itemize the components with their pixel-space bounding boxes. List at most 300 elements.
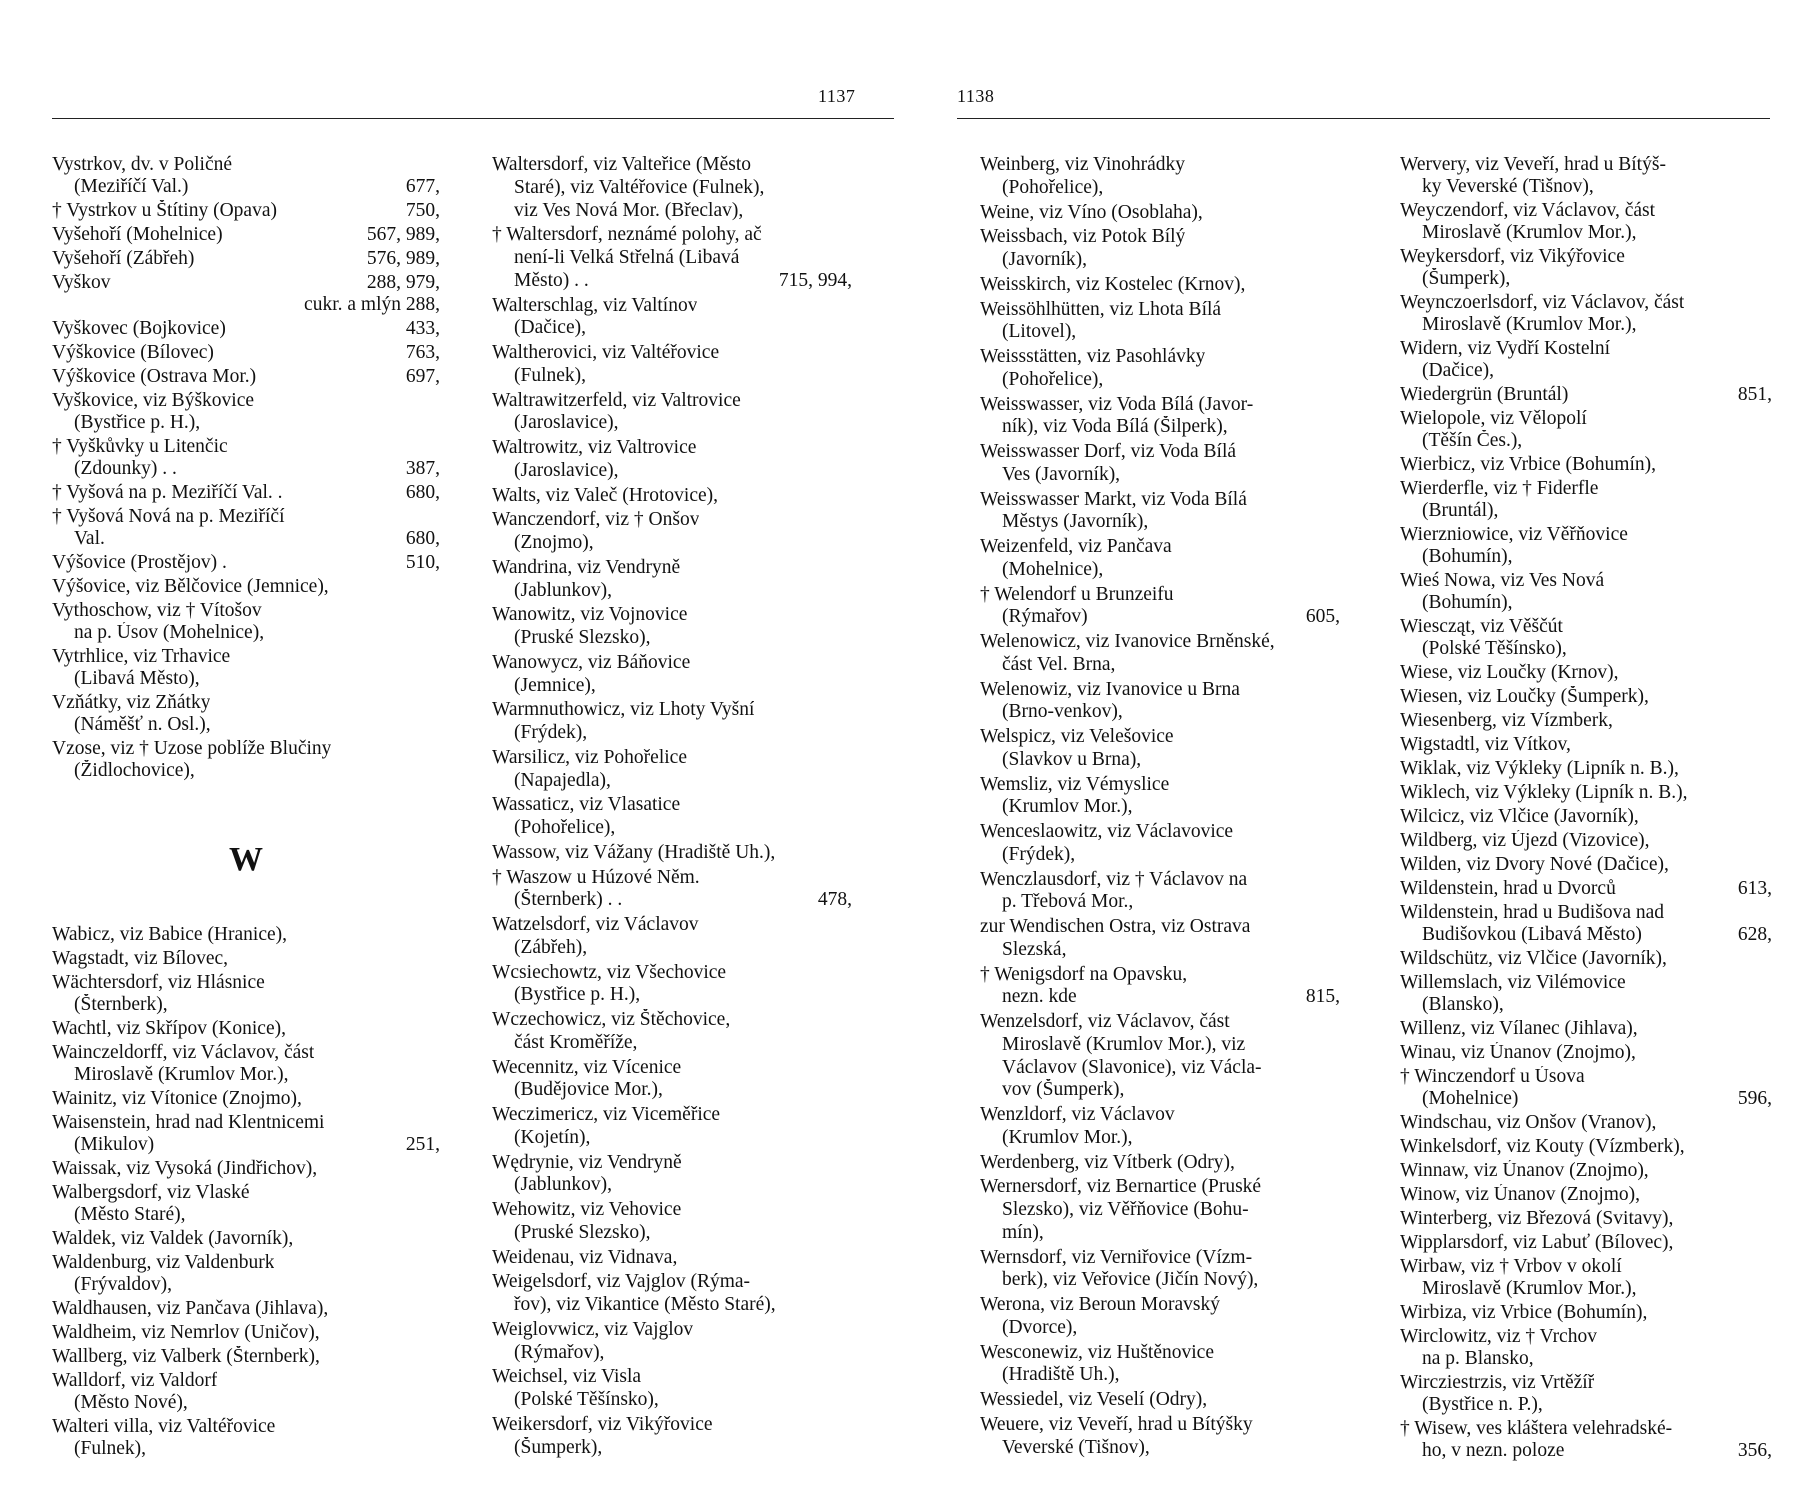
entry-line xyxy=(52,1134,440,1156)
entry-line xyxy=(492,390,852,413)
entry-line xyxy=(980,226,1340,249)
index-entry xyxy=(980,1011,1340,1102)
page-reference: 697, xyxy=(405,366,440,387)
index-entry xyxy=(52,738,440,782)
entry-line xyxy=(980,1104,1340,1127)
index-entry xyxy=(52,224,440,246)
entry-line xyxy=(492,842,852,865)
entry-line xyxy=(980,1389,1340,1412)
index-entry xyxy=(980,631,1340,677)
entry-line xyxy=(52,738,440,760)
entry-line xyxy=(492,460,852,483)
entry-line xyxy=(980,1247,1340,1270)
entry-line xyxy=(1400,592,1772,614)
entry-line xyxy=(492,342,852,365)
index-entry xyxy=(1400,246,1772,290)
entry-line xyxy=(980,346,1340,369)
entry-line xyxy=(52,1322,440,1344)
entry-text: † Vystrkov u Štítiny (Opava) xyxy=(52,200,277,221)
entry-text: Wächtersdorf, viz Hlásnice xyxy=(52,972,265,993)
entry-text: Město) . . xyxy=(514,269,589,291)
index-entry xyxy=(1400,1136,1772,1158)
entry-text: (Jemnice), xyxy=(514,674,596,696)
entry-line xyxy=(980,1152,1340,1175)
entry-line xyxy=(980,416,1340,439)
entry-text: nezn. kde xyxy=(1002,986,1077,1008)
index-entry xyxy=(492,437,852,483)
entry-text: Miroslavě (Krumlov Mor.), xyxy=(1422,222,1637,243)
index-entry xyxy=(1400,1418,1772,1462)
index-entry xyxy=(52,1416,440,1460)
entry-text: (Fulnek), xyxy=(514,364,587,386)
entry-line xyxy=(52,342,440,364)
entry-line xyxy=(980,939,1340,962)
entry-text: Wierderfle, viz † Fiderfle xyxy=(1400,478,1599,499)
entry-line xyxy=(492,794,852,817)
entry-line xyxy=(980,1222,1340,1245)
entry-text: Walldorf, viz Valdorf xyxy=(52,1370,218,1391)
entry-line xyxy=(52,1158,440,1180)
index-entry xyxy=(980,536,1340,582)
index-column xyxy=(1400,154,1772,1464)
index-entry xyxy=(980,916,1340,962)
index-entry xyxy=(492,867,852,913)
entry-text: Weuere, viz Veveří, hrad u Bítýšky xyxy=(980,1413,1253,1435)
entry-text: (Náměšť n. Osl.), xyxy=(74,714,211,735)
index-entry xyxy=(52,1346,440,1368)
page-reference: 715, 994, xyxy=(778,269,852,291)
entry-text: † Wisew, ves kláštera velehradské- xyxy=(1400,1418,1673,1439)
entry-line xyxy=(1400,314,1772,336)
entry-line xyxy=(492,485,852,508)
index-entry xyxy=(980,964,1340,1010)
entry-line xyxy=(980,249,1340,272)
entry-text: viz Ves Nová Mor. (Břeclav), xyxy=(514,199,744,221)
entry-text: Veverské (Tišnov), xyxy=(1002,1436,1150,1458)
entry-text: (Meziříčí Val.) xyxy=(74,176,189,197)
entry-text: Wemsliz, viz Vémyslice xyxy=(980,773,1170,795)
entry-text: Miroslavě (Krumlov Mor.), xyxy=(1422,314,1637,335)
entry-text: vov (Šumperk), xyxy=(1002,1079,1125,1101)
entry-text: (Jaroslavice), xyxy=(514,412,619,434)
entry-line xyxy=(1400,1066,1772,1088)
entry-text: (Krumlov Mor.), xyxy=(1002,796,1133,818)
entry-line xyxy=(1400,1136,1772,1158)
entry-text: Vytrhlice, viz Trhavice xyxy=(52,646,231,667)
entry-text: Wenceslaowitz, viz Václavovice xyxy=(980,821,1234,842)
entry-text: Weykersdorf, viz Vikýřovice xyxy=(1400,246,1625,267)
index-entry xyxy=(980,226,1340,272)
entry-line xyxy=(492,675,852,698)
entry-text: (Libavá Město), xyxy=(74,668,200,689)
entry-line xyxy=(492,1174,852,1197)
entry-text: Wanczendorf, viz † Onšov xyxy=(492,509,700,531)
entry-text: Weisskirch, viz Kostelec (Krnov), xyxy=(980,273,1246,295)
entry-text: Miroslavě (Krumlov Mor.), viz xyxy=(1002,1033,1246,1055)
entry-line xyxy=(52,482,440,504)
entry-line xyxy=(492,1414,852,1437)
entry-text: (Brno-venkov), xyxy=(1002,701,1123,723)
entry-line xyxy=(1400,806,1772,828)
entry-text: Weynczoerlsdorf, viz Václavov, část xyxy=(1400,292,1685,313)
entry-text: Wenczlausdorf, viz † Václavov na xyxy=(980,868,1248,890)
entry-line xyxy=(1400,1018,1772,1040)
entry-line xyxy=(492,224,852,247)
entry-line xyxy=(492,317,852,340)
entry-line xyxy=(52,294,440,316)
entry-text: Vyšehoří (Zábřeh) xyxy=(52,248,195,269)
entry-line xyxy=(980,891,1340,914)
index-entry xyxy=(1400,1066,1772,1110)
entry-line xyxy=(52,224,440,246)
index-entry xyxy=(1400,292,1772,336)
entry-text: (Bystřice p. H.), xyxy=(514,984,641,1006)
entry-text: (Litovel), xyxy=(1002,321,1077,343)
entry-text: Walts, viz Valeč (Hrotovice), xyxy=(492,484,719,506)
index-entry xyxy=(1400,686,1772,708)
entry-text: Wiklak, viz Výkleky (Lipník n. B.), xyxy=(1400,758,1679,779)
entry-line xyxy=(1400,430,1772,452)
page-reference: 567, 989, xyxy=(366,224,440,245)
entry-line xyxy=(1400,782,1772,804)
index-entry xyxy=(52,1252,440,1296)
index-entry xyxy=(1400,1112,1772,1134)
entry-text: Weissbach, viz Potok Bílý xyxy=(980,226,1186,248)
header-rule xyxy=(957,118,1770,119)
index-entry xyxy=(52,1042,440,1086)
entry-text: Wirbaw, viz † Vrbov v okolí xyxy=(1400,1256,1622,1277)
entry-text: Vythoschow, viz † Vítošov xyxy=(52,600,262,621)
index-entry xyxy=(52,600,440,644)
entry-text: Wiesen, viz Loučky (Šumperk), xyxy=(1400,686,1649,707)
entry-line xyxy=(492,437,852,460)
entry-text: Vyškov xyxy=(52,272,111,293)
entry-line xyxy=(1400,1440,1772,1462)
index-entry xyxy=(492,842,852,865)
entry-line xyxy=(980,844,1340,867)
entry-text: řov), viz Vikantice (Město Staré), xyxy=(514,1294,776,1315)
entry-line xyxy=(1400,994,1772,1016)
index-entry xyxy=(1400,524,1772,568)
entry-text: (Znojmo), xyxy=(514,532,594,553)
index-entry xyxy=(52,948,440,970)
entry-text: (Pruské Slezsko), xyxy=(514,627,651,648)
entry-line xyxy=(1400,1112,1772,1134)
index-entry xyxy=(492,604,852,650)
entry-line xyxy=(52,176,440,198)
entry-line xyxy=(1400,246,1772,268)
index-entry xyxy=(52,154,440,198)
index-entry xyxy=(492,1057,852,1103)
entry-line xyxy=(52,390,440,412)
entry-text: (Krumlov Mor.), xyxy=(1002,1126,1133,1148)
entry-text: (Město Nové), xyxy=(74,1392,188,1413)
entry-text: Wernsdorf, viz Verniřovice (Vízm- xyxy=(980,1246,1253,1268)
entry-text: Willemslach, viz Vilémovice xyxy=(1400,972,1626,993)
entry-text: Werona, viz Beroun Moravský xyxy=(980,1294,1220,1315)
entry-text: (Pohořelice), xyxy=(514,817,616,838)
entry-line xyxy=(1400,1302,1772,1324)
page-reference: 596, xyxy=(1737,1088,1772,1109)
index-entry xyxy=(1400,1326,1772,1370)
entry-line xyxy=(492,937,852,960)
entry-text: Wallberg, viz Valberk (Šternberk), xyxy=(52,1346,320,1367)
entry-line xyxy=(1400,1208,1772,1230)
entry-line xyxy=(52,436,440,458)
index-entry xyxy=(52,1018,440,1040)
index-entry xyxy=(980,202,1340,225)
entry-text: (Napajedla), xyxy=(514,769,611,791)
entry-line xyxy=(52,1112,440,1134)
page-reference: 478, xyxy=(817,889,852,911)
entry-text: Wildenstein, hrad u Budišova nad xyxy=(1400,902,1665,923)
entry-line xyxy=(52,1416,440,1438)
entry-line xyxy=(52,1392,440,1414)
entry-text: Winkelsdorf, viz Kouty (Vízmberk), xyxy=(1400,1136,1685,1157)
index-entry xyxy=(1400,972,1772,1016)
entry-text: (Fulnek), xyxy=(74,1438,147,1459)
entry-text: Wildschütz, viz Vlčice (Javorník), xyxy=(1400,948,1667,969)
entry-text: Waltrawitzerfeld, viz Valtrovice xyxy=(492,389,741,411)
index-entry xyxy=(1400,338,1772,382)
entry-text: (Bohumín), xyxy=(1422,592,1513,613)
entry-text: Wędrynie, viz Vendryně xyxy=(492,1151,682,1173)
index-entry xyxy=(492,1009,852,1055)
entry-text: Vzňátky, viz Zňátky xyxy=(52,692,211,713)
entry-line xyxy=(52,1204,440,1226)
entry-text: Weinberg, viz Vinohrádky xyxy=(980,154,1186,175)
entry-text: (Dačice), xyxy=(1422,360,1494,381)
index-entry xyxy=(492,295,852,341)
entry-line xyxy=(492,722,852,745)
index-entry xyxy=(1400,782,1772,804)
entry-line xyxy=(1400,662,1772,684)
entry-text: Warmnuthowicz, viz Lhoty Vyšní xyxy=(492,699,755,721)
entry-text: Weyczendorf, viz Václavov, část xyxy=(1400,200,1656,221)
entry-line xyxy=(52,458,440,480)
entry-line xyxy=(980,1414,1340,1437)
entry-text: Wanowycz, viz Báňovice xyxy=(492,651,691,673)
entry-line xyxy=(492,509,852,532)
index-entry xyxy=(492,794,852,840)
entry-text: Wesconewiz, viz Huštěnovice xyxy=(980,1341,1214,1363)
entry-line xyxy=(52,272,440,294)
entry-text: Wabicz, viz Babice (Hranice), xyxy=(52,924,288,945)
entry-line xyxy=(1400,1372,1772,1394)
entry-text: Waisenstein, hrad nad Klentnicemi xyxy=(52,1112,325,1133)
index-entry xyxy=(52,436,440,480)
index-entry xyxy=(52,342,440,364)
entry-text: Weichsel, viz Visla xyxy=(492,1366,642,1388)
entry-text: Weigelsdorf, viz Vajglov (Rýma- xyxy=(492,1271,751,1293)
entry-line xyxy=(492,867,852,890)
entry-line xyxy=(980,369,1340,392)
entry-line xyxy=(492,604,852,627)
right-page xyxy=(905,0,1810,1500)
index-entry xyxy=(1400,1302,1772,1324)
entry-line xyxy=(492,1366,852,1389)
index-entry xyxy=(52,646,440,690)
entry-text: na p. Blansko, xyxy=(1422,1348,1534,1369)
entry-line xyxy=(980,1294,1340,1317)
index-entry xyxy=(492,1247,852,1270)
entry-text: Wilden, viz Dvory Nové (Dačice), xyxy=(1400,854,1669,875)
index-entry xyxy=(1400,1160,1772,1182)
index-entry xyxy=(492,342,852,388)
entry-text: Willenz, viz Vílanec (Jihlava), xyxy=(1400,1018,1638,1039)
entry-line xyxy=(492,1009,852,1032)
entry-text: Weiglovwicz, viz Vajglov xyxy=(492,1318,694,1340)
entry-line xyxy=(980,177,1340,200)
entry-text: Wervery, viz Veveří, hrad u Bítýš- xyxy=(1400,154,1666,175)
entry-line xyxy=(52,552,440,574)
entry-text: (Město Staré), xyxy=(74,1204,186,1225)
entry-text: Wircziestrzis, viz Vrtěžíř xyxy=(1400,1372,1595,1393)
page-reference: 576, 989, xyxy=(366,248,440,269)
entry-text: (Jablunkov), xyxy=(514,579,613,601)
page-reference: 288, 979, xyxy=(366,272,440,293)
entry-line xyxy=(52,994,440,1016)
index-column xyxy=(52,154,440,1462)
entry-line xyxy=(1400,972,1772,994)
entry-text: Watzelsdorf, viz Václavov xyxy=(492,914,699,935)
index-entry xyxy=(492,557,852,603)
entry-text: Weisswasser, viz Voda Bílá (Javor- xyxy=(980,393,1254,415)
entry-line xyxy=(52,1298,440,1320)
entry-line xyxy=(1400,1184,1772,1206)
entry-text: Slezsko), viz Věřňovice (Bohu- xyxy=(1002,1199,1249,1220)
entry-text: Weikersdorf, viz Vikýřovice xyxy=(492,1413,713,1435)
entry-line xyxy=(492,652,852,675)
entry-line xyxy=(52,1346,440,1368)
entry-text: Wessiedel, viz Veselí (Odry), xyxy=(980,1389,1208,1410)
entry-text: Výškovice (Bílovec) xyxy=(52,342,214,363)
entry-text: Winow, viz Únanov (Znojmo), xyxy=(1400,1184,1641,1205)
entry-line xyxy=(52,1064,440,1086)
entry-line xyxy=(980,606,1340,629)
entry-text: Wildberg, viz Újezd (Vizovice), xyxy=(1400,830,1650,851)
entry-line xyxy=(492,580,852,603)
entry-line xyxy=(492,154,852,177)
entry-line xyxy=(1400,924,1772,946)
entry-line xyxy=(980,1269,1340,1292)
entry-line xyxy=(52,318,440,340)
entry-line xyxy=(52,248,440,270)
entry-line xyxy=(52,692,440,714)
entry-text: není-li Velká Střelná (Libavá xyxy=(514,247,740,268)
entry-text: Výšovice, viz Bělčovice (Jemnice), xyxy=(52,576,329,597)
index-entry xyxy=(980,1414,1340,1460)
entry-text: Waltherovici, viz Valtéřovice xyxy=(492,342,720,363)
entry-text: † Vyškůvky u Litenčic xyxy=(52,436,228,457)
index-entry xyxy=(52,1322,440,1344)
entry-text: Wehowitz, viz Vehovice xyxy=(492,1199,682,1220)
index-entry xyxy=(52,1370,440,1414)
entry-line xyxy=(492,1057,852,1080)
entry-text: ky Veverské (Tišnov), xyxy=(1422,176,1594,197)
entry-text: (Šternberk) . . xyxy=(514,889,623,911)
index-entry xyxy=(1400,1184,1772,1206)
entry-text: Val. xyxy=(74,528,105,549)
entry-text: (Polské Těšínsko), xyxy=(514,1389,659,1410)
index-entry xyxy=(1400,948,1772,970)
entry-text: (Frýdek), xyxy=(514,722,588,743)
entry-line xyxy=(1400,948,1772,970)
entry-line xyxy=(52,1182,440,1204)
entry-text: Wecennitz, viz Vícenice xyxy=(492,1056,682,1078)
entry-text: (Rýmařov), xyxy=(514,1341,605,1363)
entry-line xyxy=(492,1389,852,1412)
entry-line xyxy=(1400,878,1772,900)
index-entry xyxy=(1400,408,1772,452)
entry-line xyxy=(492,1104,852,1127)
index-entry xyxy=(1400,384,1772,406)
index-entry xyxy=(1400,854,1772,876)
entry-text: Walteri villa, viz Valtéřovice xyxy=(52,1416,276,1437)
index-entry xyxy=(492,1199,852,1245)
entry-text: Václavov (Slavonice), viz Václa- xyxy=(1002,1056,1262,1078)
entry-line xyxy=(980,1011,1340,1034)
entry-text: Wandrina, viz Vendryně xyxy=(492,556,681,578)
entry-text: Vyšehoří (Mohelnice) xyxy=(52,224,223,245)
entry-line xyxy=(1400,454,1772,476)
index-column xyxy=(980,154,1340,1461)
entry-text: (Rýmařov) xyxy=(1002,606,1088,628)
entry-text: Waldenburg, viz Valdenburk xyxy=(52,1252,275,1273)
entry-text: (Bystřice n. P.), xyxy=(1422,1394,1543,1415)
index-entry xyxy=(1400,200,1772,244)
entry-text: Waltersdorf, viz Valteřice (Město xyxy=(492,154,752,175)
entry-line xyxy=(492,1247,852,1270)
index-entry xyxy=(980,869,1340,915)
entry-line xyxy=(1400,500,1772,522)
entry-line xyxy=(52,1088,440,1110)
entry-text: Weissstätten, viz Pasohlávky xyxy=(980,346,1206,367)
entry-line xyxy=(52,714,440,736)
entry-text: Winnaw, viz Únanov (Znojmo), xyxy=(1400,1160,1649,1181)
entry-line xyxy=(1400,1256,1772,1278)
entry-line xyxy=(980,1199,1340,1222)
entry-line xyxy=(492,1294,852,1317)
entry-text: Waltrowitz, viz Valtrovice xyxy=(492,437,697,458)
page-reference: 387, xyxy=(405,458,440,479)
entry-text: † Winczendorf u Úsova xyxy=(1400,1066,1585,1087)
entry-line xyxy=(492,1199,852,1222)
page-reference: 605, xyxy=(1305,606,1340,628)
entry-line xyxy=(52,1438,440,1460)
entry-text: Winterberg, viz Březová (Svitavy), xyxy=(1400,1208,1674,1229)
entry-text: (Šternberk), xyxy=(74,994,168,1015)
entry-line xyxy=(1400,222,1772,244)
entry-text: Werdenberg, viz Vítberk (Odry), xyxy=(980,1151,1235,1173)
entry-line xyxy=(980,511,1340,534)
entry-text: Výšovice (Prostějov) . xyxy=(52,552,227,573)
index-entry xyxy=(980,154,1340,200)
entry-text: Weissöhlhütten, viz Lhota Bílá xyxy=(980,298,1222,320)
entry-text: † Wenigsdorf na Opavsku, xyxy=(980,963,1188,985)
entry-text: Wagstadt, viz Bílovec, xyxy=(52,948,229,969)
entry-text: Wildenstein, hrad u Dvorců xyxy=(1400,878,1616,899)
entry-text: Weisswasser Dorf, viz Voda Bílá xyxy=(980,441,1237,462)
entry-line xyxy=(1400,524,1772,546)
entry-line xyxy=(980,1176,1340,1199)
entry-text: † Waltersdorf, neznámé polohy, ač xyxy=(492,224,762,246)
entry-text: (Budějovice Mor.), xyxy=(514,1079,663,1101)
entry-line xyxy=(1400,570,1772,592)
entry-line xyxy=(1400,200,1772,222)
entry-line xyxy=(1400,1232,1772,1254)
index-entry xyxy=(1400,806,1772,828)
